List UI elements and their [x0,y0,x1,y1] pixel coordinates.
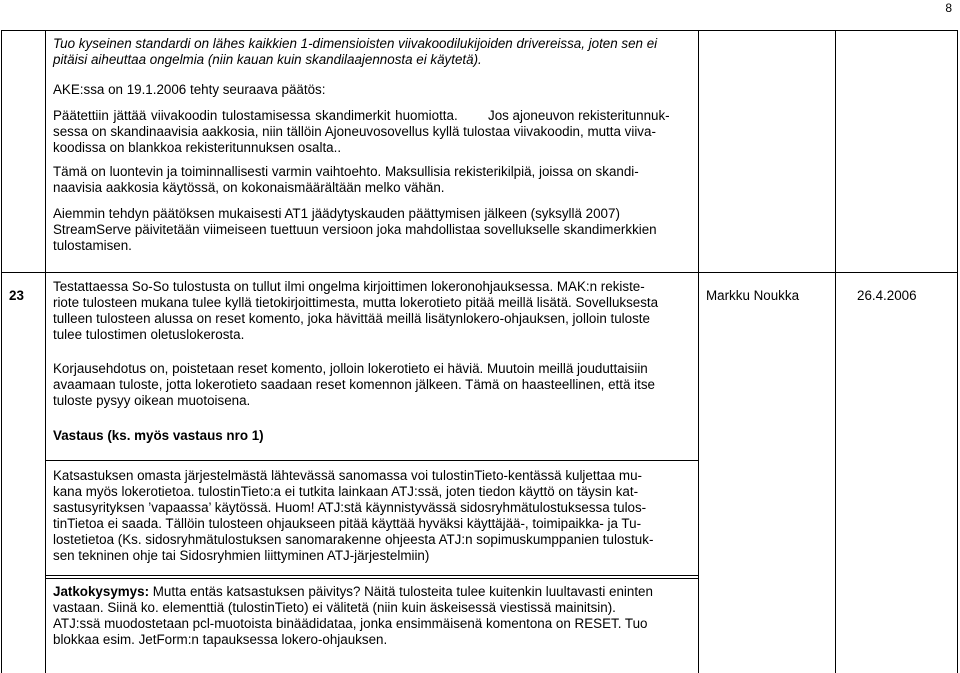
alt-paragraph-line-2: naavisia aakkosia käytössä, on kokonaismäärältään melko vähän. [53,180,445,195]
col-divider-3 [835,30,836,673]
issue-line-3: tulleen tulosteen alussa on reset komento, joka hävittää meillä lisätynlokero-ohjauksen, jolloin tuloste [53,311,650,326]
italic-note-line-1: Tuo kyseinen standardi on lähes kaikkien 1-dimensioisten viivakoodilukijoiden drivereissa, joten sen ei [53,36,658,51]
report-date: 26.4.2006 [857,288,917,303]
col-divider-1 [45,30,46,673]
followup-label: Jatkokysymys: [53,584,150,599]
answer-box-bottom [45,575,698,576]
reporter-name: Markku Noukka [706,288,800,303]
table-left-border [1,30,2,673]
followup-line-1 [53,584,653,600]
issue-line-1: Testattaessa So-So tulostusta on tullut ilmi ongelma kirjoittimen lokeronohjauksessa. MAK:n rekiste- [53,279,645,294]
fix-line-1: Korjausehdotus on, poistetaan reset komento, jolloin lokerotieto ei häviä. Muutoin meillä jouduttaisiin [53,361,648,376]
page-number: 8 [945,1,952,15]
issue-line-4: tulee tulostimen oletuslokerosta. [53,327,245,342]
followup-line-4: blokkaa esim. JetForm:n tapauksessa lokero-ohjauksen. [53,632,388,647]
decision-paragraph-line-1: Jos ajoneuvon rekisteritunnuk- [488,108,670,123]
col-divider-2 [698,30,699,673]
answer-heading: Vastaus (ks. myös vastaus nro 1) [53,428,264,443]
answer-box-line-6: sen tekninen ohje tai Sidosryhmien liittyminen ATJ-järjestelmiin) [53,548,430,563]
italic-note-line-2: pitäisi aiheuttaa ongelmia (niin kauan kuin skandilaajennosta ei käytetä). [53,52,482,67]
decision-paragraph-line-3: koodissa on blankkoa rekisteritunnuksen osalta.. [53,140,342,155]
answer-box-top [45,460,698,461]
table-right-border [957,30,958,673]
earlier-paragraph-line-2: StreamServe päivitetään viimeiseen tuettuun versioon joka mahdollistaa sovellukselle skandimerkkien [53,222,657,237]
row-number: 23 [9,288,24,303]
earlier-paragraph-line-3: tulostamisen. [53,238,132,253]
decision-heading: Päätettiin jättää viivakoodin tulostamisessa skandimerkit huomiotta. [53,108,458,123]
decision-paragraph-line-2: sessa on skandinaavisia aakkosia, niin tällöin Ajoneuvosovellus kyllä tulostaa viivakoodin, mutta viiva- [53,124,656,139]
followup-box-top [45,578,698,579]
followup-line-3: ATJ:ssä muodostetaan pcl-muotoista binäädidataa, jonka ensimmäisenä komentona on RESET. Tuo [53,616,648,631]
answer-box-line-2: kana myös lokerotietoa. tulostinTieto:a ei tutkita lainkaan ATJ:ssä, joten tiedon käyttö on täysin kat- [53,484,639,499]
table-top-border [1,30,958,31]
fix-line-2: avaamaan tuloste, jotta lokerotieto saadaan reset komennon jälkeen. Tämä on haasteellinen, että itse [53,377,655,392]
issue-line-2: riote tulosteen mukana tulee kyllä tietokirjoittimesta, mutta lokerotieto pitää meillä lisätä. Sovelluksesta [53,295,659,310]
answer-box-line-3: sastusyrityksen ’vapaassa’ käytössä. Huom! ATJ:stä käynnistyvässä sidosryhmätulostuksessa tulos- [53,500,647,515]
alt-paragraph-line-1: Tämä on luontevin ja toiminnallisesti varmin vaihtoehto. Maksullisia rekisterikilpiä, joissa on skandi- [53,164,639,179]
fix-line-3: tuloste pysyy oikean muotoisena. [53,393,251,408]
row-divider [1,272,958,273]
ake-line: AKE:ssa on 19.1.2006 tehty seuraava päätös: [53,82,326,97]
followup-line-2: vastaan. Siinä ko. elementtiä (tulostinTieto) ei välitetä (niin kuin äskeisessä viestissä mainitsin). [53,600,616,615]
answer-box-line-4: tinTietoa ei saada. Tällöin tulosteen ohjaukseen pitää käyttää hyväksi käyttäjää-, toimipaikka- ja Tu- [53,516,642,531]
earlier-paragraph-line-1: Aiemmin tehdyn päätöksen mukaisesti AT1 jäädytyskauden päättymisen jälkeen (syksyllä 2007) [53,206,620,221]
answer-box-line-5: lostetietoa (Ks. sidosryhmätulostuksen sanomarakenne ohjeesta ATJ:n sopimuskumppanien tulostuk- [53,532,654,547]
followup-text-first: Mutta entäs katsastuksen päivitys? Näitä tulosteita tulee kuitenkin luultavasti eninten [149,584,653,599]
answer-box-line-1: Katsastuksen omasta järjestelmästä lähtevässä sanomassa voi tulostinTieto-kentässä kuljettaa mu- [53,468,642,483]
